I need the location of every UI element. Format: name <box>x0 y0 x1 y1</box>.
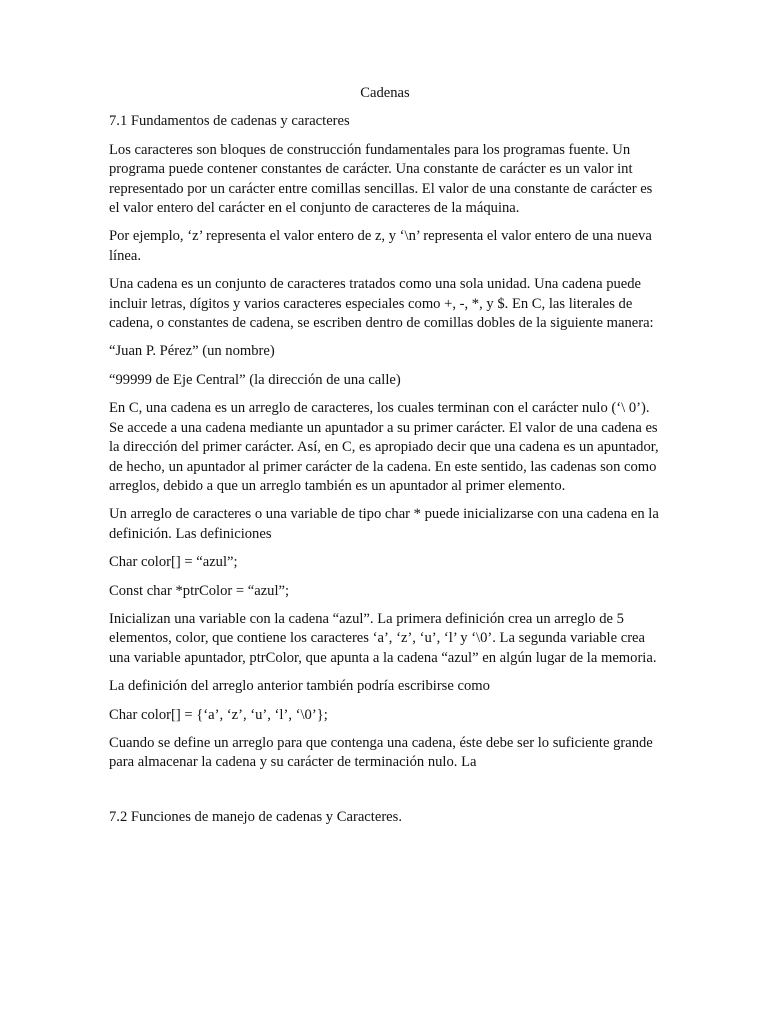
document-body <box>109 84 661 836</box>
paragraph-cadena-arreglo: En C, una cadena es un arreglo de caracteres, los cuales terminan con el carácter nulo (‘\ 0’). Se accede a una cadena mediante un apuntador a su primer carácter. El valor de una cadena es la dirección del primer carácter. Así, en C, es apropiado decir que una cadena es un apuntador, de hecho, un apuntador al primer carácter de la cadena. En este sentido, las cadenas son como arreglos, debido a que un arreglo también es un apuntador al primer elemento. <box>109 400 659 494</box>
paragraph-tamano-arreglo: Cuando se define un arreglo para que contenga una cadena, éste debe ser lo suficiente grande para almacenar la cadena y su carácter de terminación nulo. La <box>109 734 653 771</box>
section-heading-7-2: 7.2 Funciones de manejo de cadenas y Caracteres. <box>109 808 402 825</box>
paragraph-inicializacion: Un arreglo de caracteres o una variable de tipo char * puede inicializarse con una cadena en la definición. Las definiciones <box>109 506 659 542</box>
example-direccion: “99999 de Eje Central” (la dirección de una calle) <box>109 371 401 388</box>
code-char-color: Char color[] = “azul”; <box>109 554 238 571</box>
section-spacer <box>109 782 661 808</box>
example-nombre: “Juan P. Pérez” (un nombre) <box>109 343 275 360</box>
paragraph-ejemplo-z: Por ejemplo, ‘z’ representa el valor entero de z, y ‘\n’ representa el valor entero de una nueva línea. <box>109 228 652 264</box>
paragraph-cadena-definicion: Una cadena es un conjunto de caracteres tratados como una sola unidad. Una cadena puede incluir letras, dígitos y varios caracteres especiales como +, -, *, y $. En C, las literales de cadena, o constantes de cadena, se escriben dentro de comillas dobles de la siguiente manera: <box>109 276 654 332</box>
code-char-color-array: Char color[] = {‘a’, ‘z’, ‘u’, ‘l’, ‘\0’}; <box>109 706 328 723</box>
section-heading-7-1: 7.1 Fundamentos de cadenas y caracteres <box>109 113 350 130</box>
paragraph-caracteres-intro: Los caracteres son bloques de construcción fundamentales para los programas fuente. Un programa puede contener constantes de carácter. Una constante de carácter es un valor int representado por un carácter entre comillas sencillas. El valor de una constante de carácter es el valor entero del carácter en el conjunto de caracteres de la máquina. <box>109 141 653 217</box>
code-const-char-ptrcolor: Const char *ptrColor = “azul”; <box>109 582 290 599</box>
paragraph-inicializan: Inicializan una variable con la cadena “azul”. La primera definición crea un arreglo de 5 elementos, color, que contiene los caracteres ‘a’, ‘z’, ‘u’, ‘l’ y ‘\0’. La segunda variable crea una variable apuntador, ptrColor, que apunta a la cadena “azul” en algún lugar de la memoria. <box>109 610 657 666</box>
document-title: Cadenas <box>360 85 410 101</box>
paragraph-definicion-alternativa: La definición del arreglo anterior también podría escribirse como <box>109 678 490 695</box>
